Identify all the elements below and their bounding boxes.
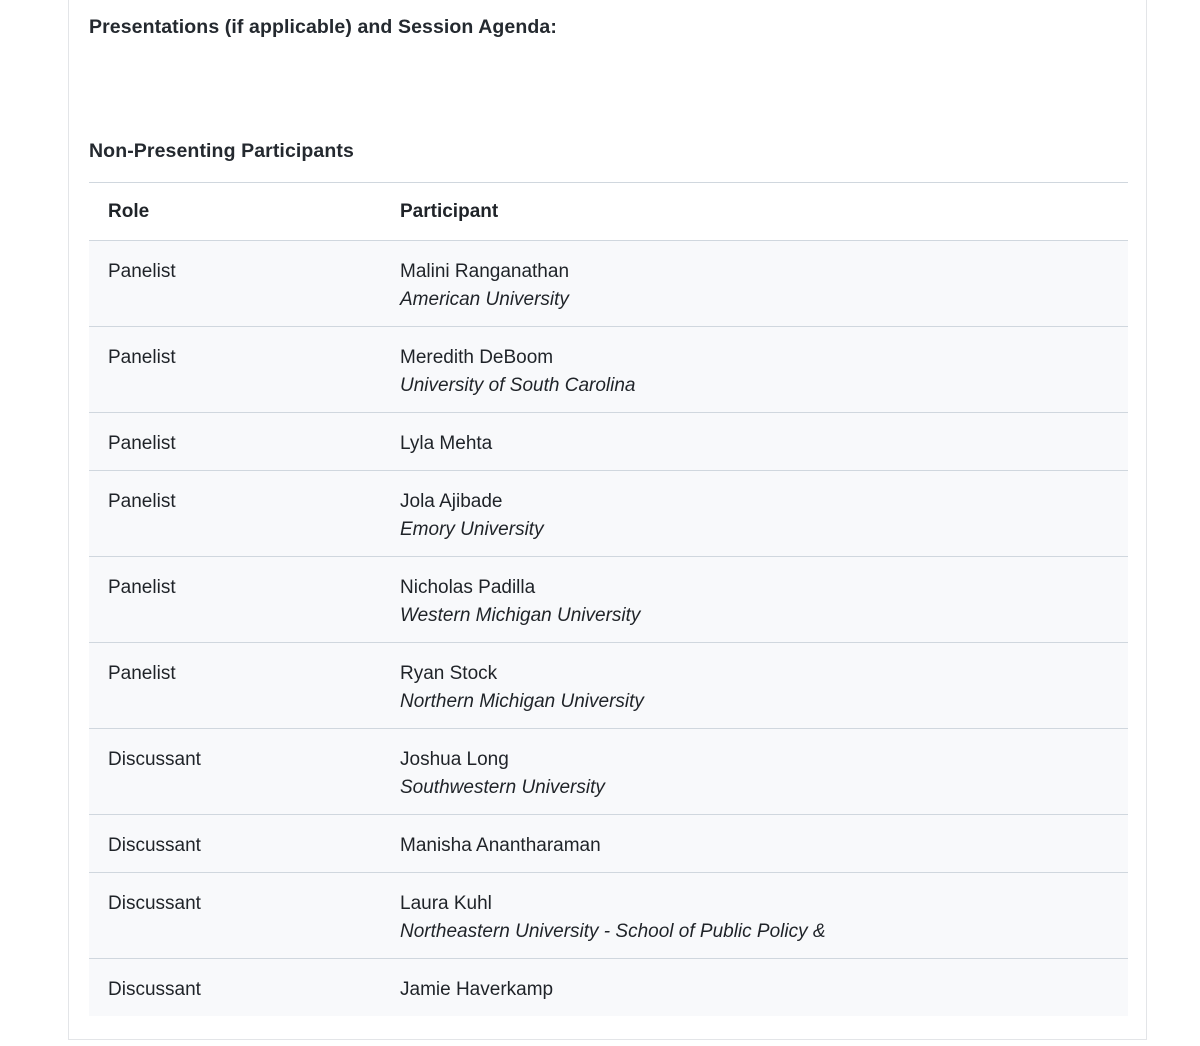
participant-affiliation: University of South Carolina (400, 375, 636, 396)
participant-cell (400, 344, 1128, 412)
table-row (89, 327, 1128, 413)
participant-name: Laura Kuhl (400, 893, 492, 914)
table-header (89, 183, 1128, 241)
participant-cell (400, 890, 1128, 958)
participant-affiliation: Northern Michigan University (400, 691, 644, 712)
table-row (89, 959, 1128, 1016)
participant-affiliation: Western Michigan University (400, 605, 641, 626)
table-row (89, 815, 1128, 873)
participant-cell (400, 430, 1128, 470)
role-cell: Discussant (108, 835, 201, 856)
role-cell: Panelist (108, 347, 176, 368)
participant-cell (400, 746, 1128, 814)
table-row (89, 413, 1128, 471)
participant-affiliation: Northeastern University - School of Public Policy & (400, 921, 826, 942)
participant-cell (400, 574, 1128, 642)
session-card (68, 0, 1147, 1040)
participant-affiliation: Southwestern University (400, 777, 605, 798)
role-cell: Panelist (108, 261, 176, 282)
participant-name: Joshua Long (400, 749, 509, 770)
role-cell: Panelist (108, 663, 176, 684)
participant-cell (400, 258, 1128, 326)
participant-name: Jola Ajibade (400, 491, 503, 512)
role-cell: Discussant (108, 979, 201, 1000)
table-row (89, 643, 1128, 729)
participant-cell (400, 976, 1128, 1016)
participant-name: Lyla Mehta (400, 433, 493, 454)
participants-table (89, 182, 1128, 1016)
table-row (89, 873, 1128, 959)
participant-column-header: Participant (400, 200, 499, 222)
table-row (89, 241, 1128, 327)
participant-cell (400, 660, 1128, 728)
role-cell: Discussant (108, 893, 201, 914)
participant-name: Nicholas Padilla (400, 577, 536, 598)
participant-name: Ryan Stock (400, 663, 498, 684)
table-row (89, 471, 1128, 557)
participant-name: Jamie Haverkamp (400, 979, 554, 1000)
participant-name: Malini Ranganathan (400, 261, 570, 282)
participant-name: Manisha Anantharaman (400, 835, 601, 856)
participant-cell (400, 488, 1128, 556)
participant-affiliation: American University (400, 289, 569, 310)
role-cell: Panelist (108, 577, 176, 598)
participant-affiliation: Emory University (400, 519, 544, 540)
participant-cell (400, 832, 1128, 872)
role-column-header: Role (108, 200, 150, 222)
table-row (89, 729, 1128, 815)
participant-name: Meredith DeBoom (400, 347, 554, 368)
agenda-heading: Presentations (if applicable) and Session Agenda: (89, 16, 557, 38)
table-row (89, 557, 1128, 643)
role-cell: Discussant (108, 749, 201, 770)
role-cell: Panelist (108, 433, 176, 454)
role-cell: Panelist (108, 491, 176, 512)
participants-heading: Non-Presenting Participants (89, 140, 354, 162)
